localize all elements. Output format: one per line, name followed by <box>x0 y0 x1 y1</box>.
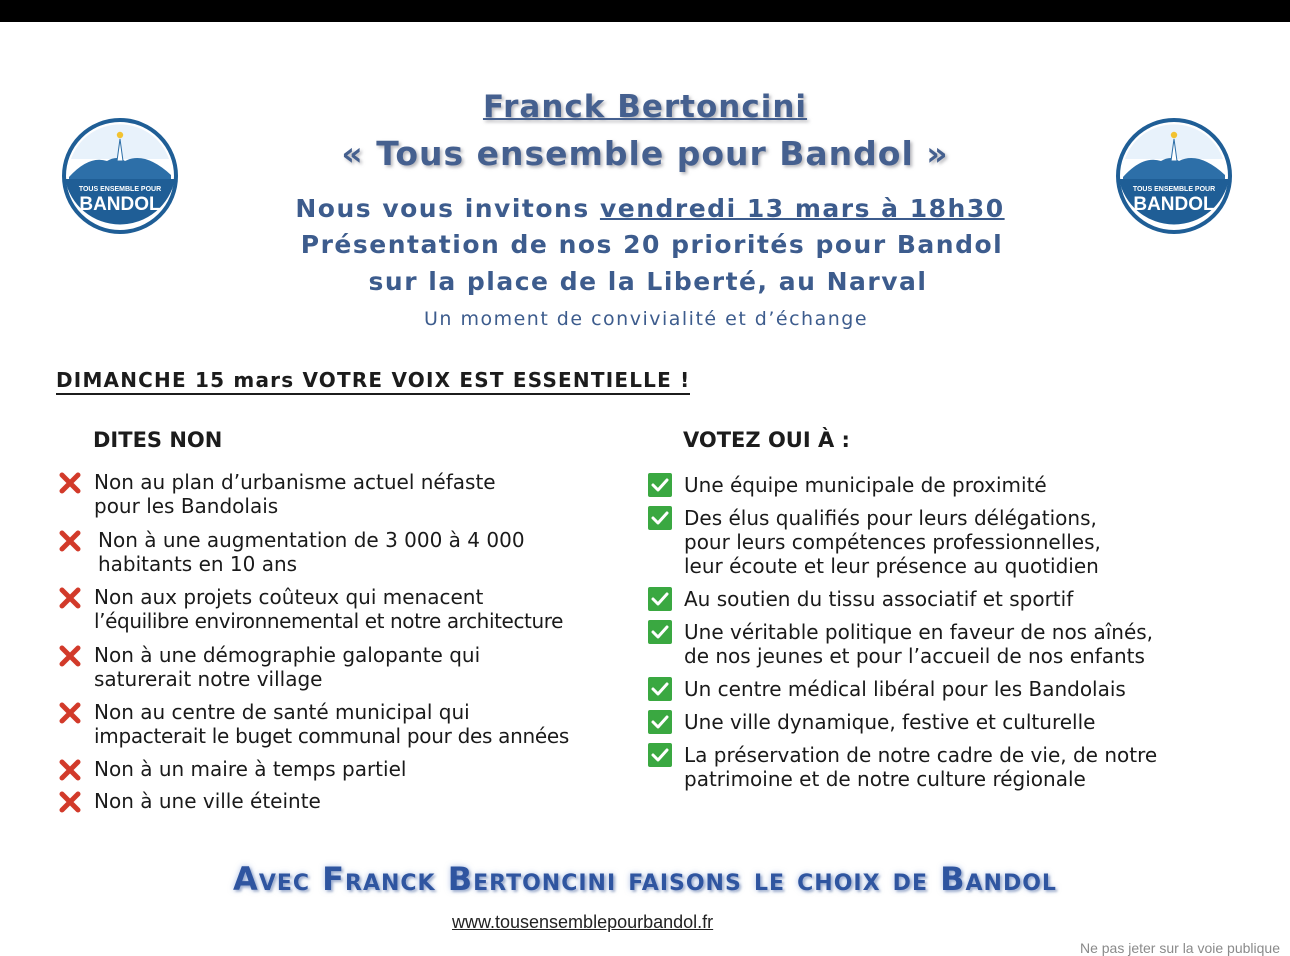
logo-bandol-text: BANDOL <box>1133 194 1215 215</box>
invitation-prefix: Nous vous invitons <box>295 194 600 223</box>
footer-slogan: Avec Franck Bertoncini faisons le choix de Bandol <box>233 860 1057 898</box>
disclaimer-text: Ne pas jeter sur la voie publique <box>1079 940 1280 956</box>
yes-item: Une équipe municipale de proximité <box>684 473 1047 497</box>
green-checkbox-icon <box>648 710 672 734</box>
logo-top-text: TOUS ENSEMBLE POUR <box>78 186 162 193</box>
yes-item: Une ville dynamique, festive et culturelle <box>684 710 1095 734</box>
red-cross-icon <box>58 471 82 495</box>
red-cross-icon <box>58 586 82 610</box>
red-cross-icon <box>58 790 82 814</box>
green-checkbox-icon <box>648 506 672 530</box>
green-checkbox-icon <box>648 473 672 497</box>
invitation-line <box>5 194 1290 223</box>
green-checkbox-icon <box>648 620 672 644</box>
no-item: Non aux projets coûteux qui menacent l’équilibre environnemental et notre architecture <box>94 585 563 633</box>
green-checkbox-icon <box>648 677 672 701</box>
top-black-bar <box>0 0 1290 22</box>
candidate-name: Franck Bertoncini <box>482 89 808 125</box>
red-cross-icon <box>58 644 82 668</box>
no-item: Non à une augmentation de 3 000 à 4 000 habitants en 10 ans <box>98 528 525 576</box>
red-cross-icon <box>58 701 82 725</box>
sunday-banner: DIMANCHE 15 mars VOTRE VOIX EST ESSENTIELLE ! <box>56 368 690 395</box>
yes-item: La préservation de notre cadre de vie, de notre patrimoine et de notre culture régionale <box>684 743 1157 791</box>
logo-bandol-text: BANDOL <box>79 194 161 215</box>
yes-item: Des élus qualifiés pour leurs délégations, pour leurs compétences professionnelles, leur écoute et leur présence au quotidien <box>684 506 1101 578</box>
website-link[interactable]: www.tousensemblepourbandol.fr <box>452 912 714 932</box>
presentation-line: Présentation de nos 20 priorités pour Bandol <box>300 230 1004 259</box>
no-item: Non à un maire à temps partiel <box>94 757 406 781</box>
red-cross-icon <box>58 529 82 553</box>
flyer-page <box>0 22 1290 956</box>
invitation-date: vendredi 13 mars à 18h30 <box>599 194 1005 223</box>
moment-line: Un moment de convivialité et d’échange <box>423 308 869 330</box>
place-line: sur la place de la Liberté, au Narval <box>368 267 928 296</box>
yes-item: Une véritable politique en faveur de nos aînés, de nos jeunes et pour l’accueil de nos enfants <box>684 620 1153 668</box>
green-checkbox-icon <box>648 587 672 611</box>
yes-item: Au soutien du tissu associatif et sportif <box>684 587 1073 611</box>
yes-item: Un centre médical libéral pour les Bandolais <box>684 677 1126 701</box>
no-column-heading: DITES NON <box>93 428 223 452</box>
no-item: Non à une ville éteinte <box>94 789 321 813</box>
red-cross-icon <box>58 758 82 782</box>
no-item: Non à une démographie galopante qui saturerait notre village <box>94 643 480 691</box>
logo-top-text: TOUS ENSEMBLE POUR <box>1132 186 1216 193</box>
campaign-slogan: « Tous ensemble pour Bandol » <box>341 134 949 173</box>
green-checkbox-icon <box>648 743 672 767</box>
no-item: Non au centre de santé municipal qui impacterait le buget communal pour des années <box>94 700 569 748</box>
no-item: Non au plan d’urbanisme actuel néfaste pour les Bandolais <box>94 470 496 518</box>
yes-column-heading: VOTEZ OUI À : <box>683 428 850 452</box>
